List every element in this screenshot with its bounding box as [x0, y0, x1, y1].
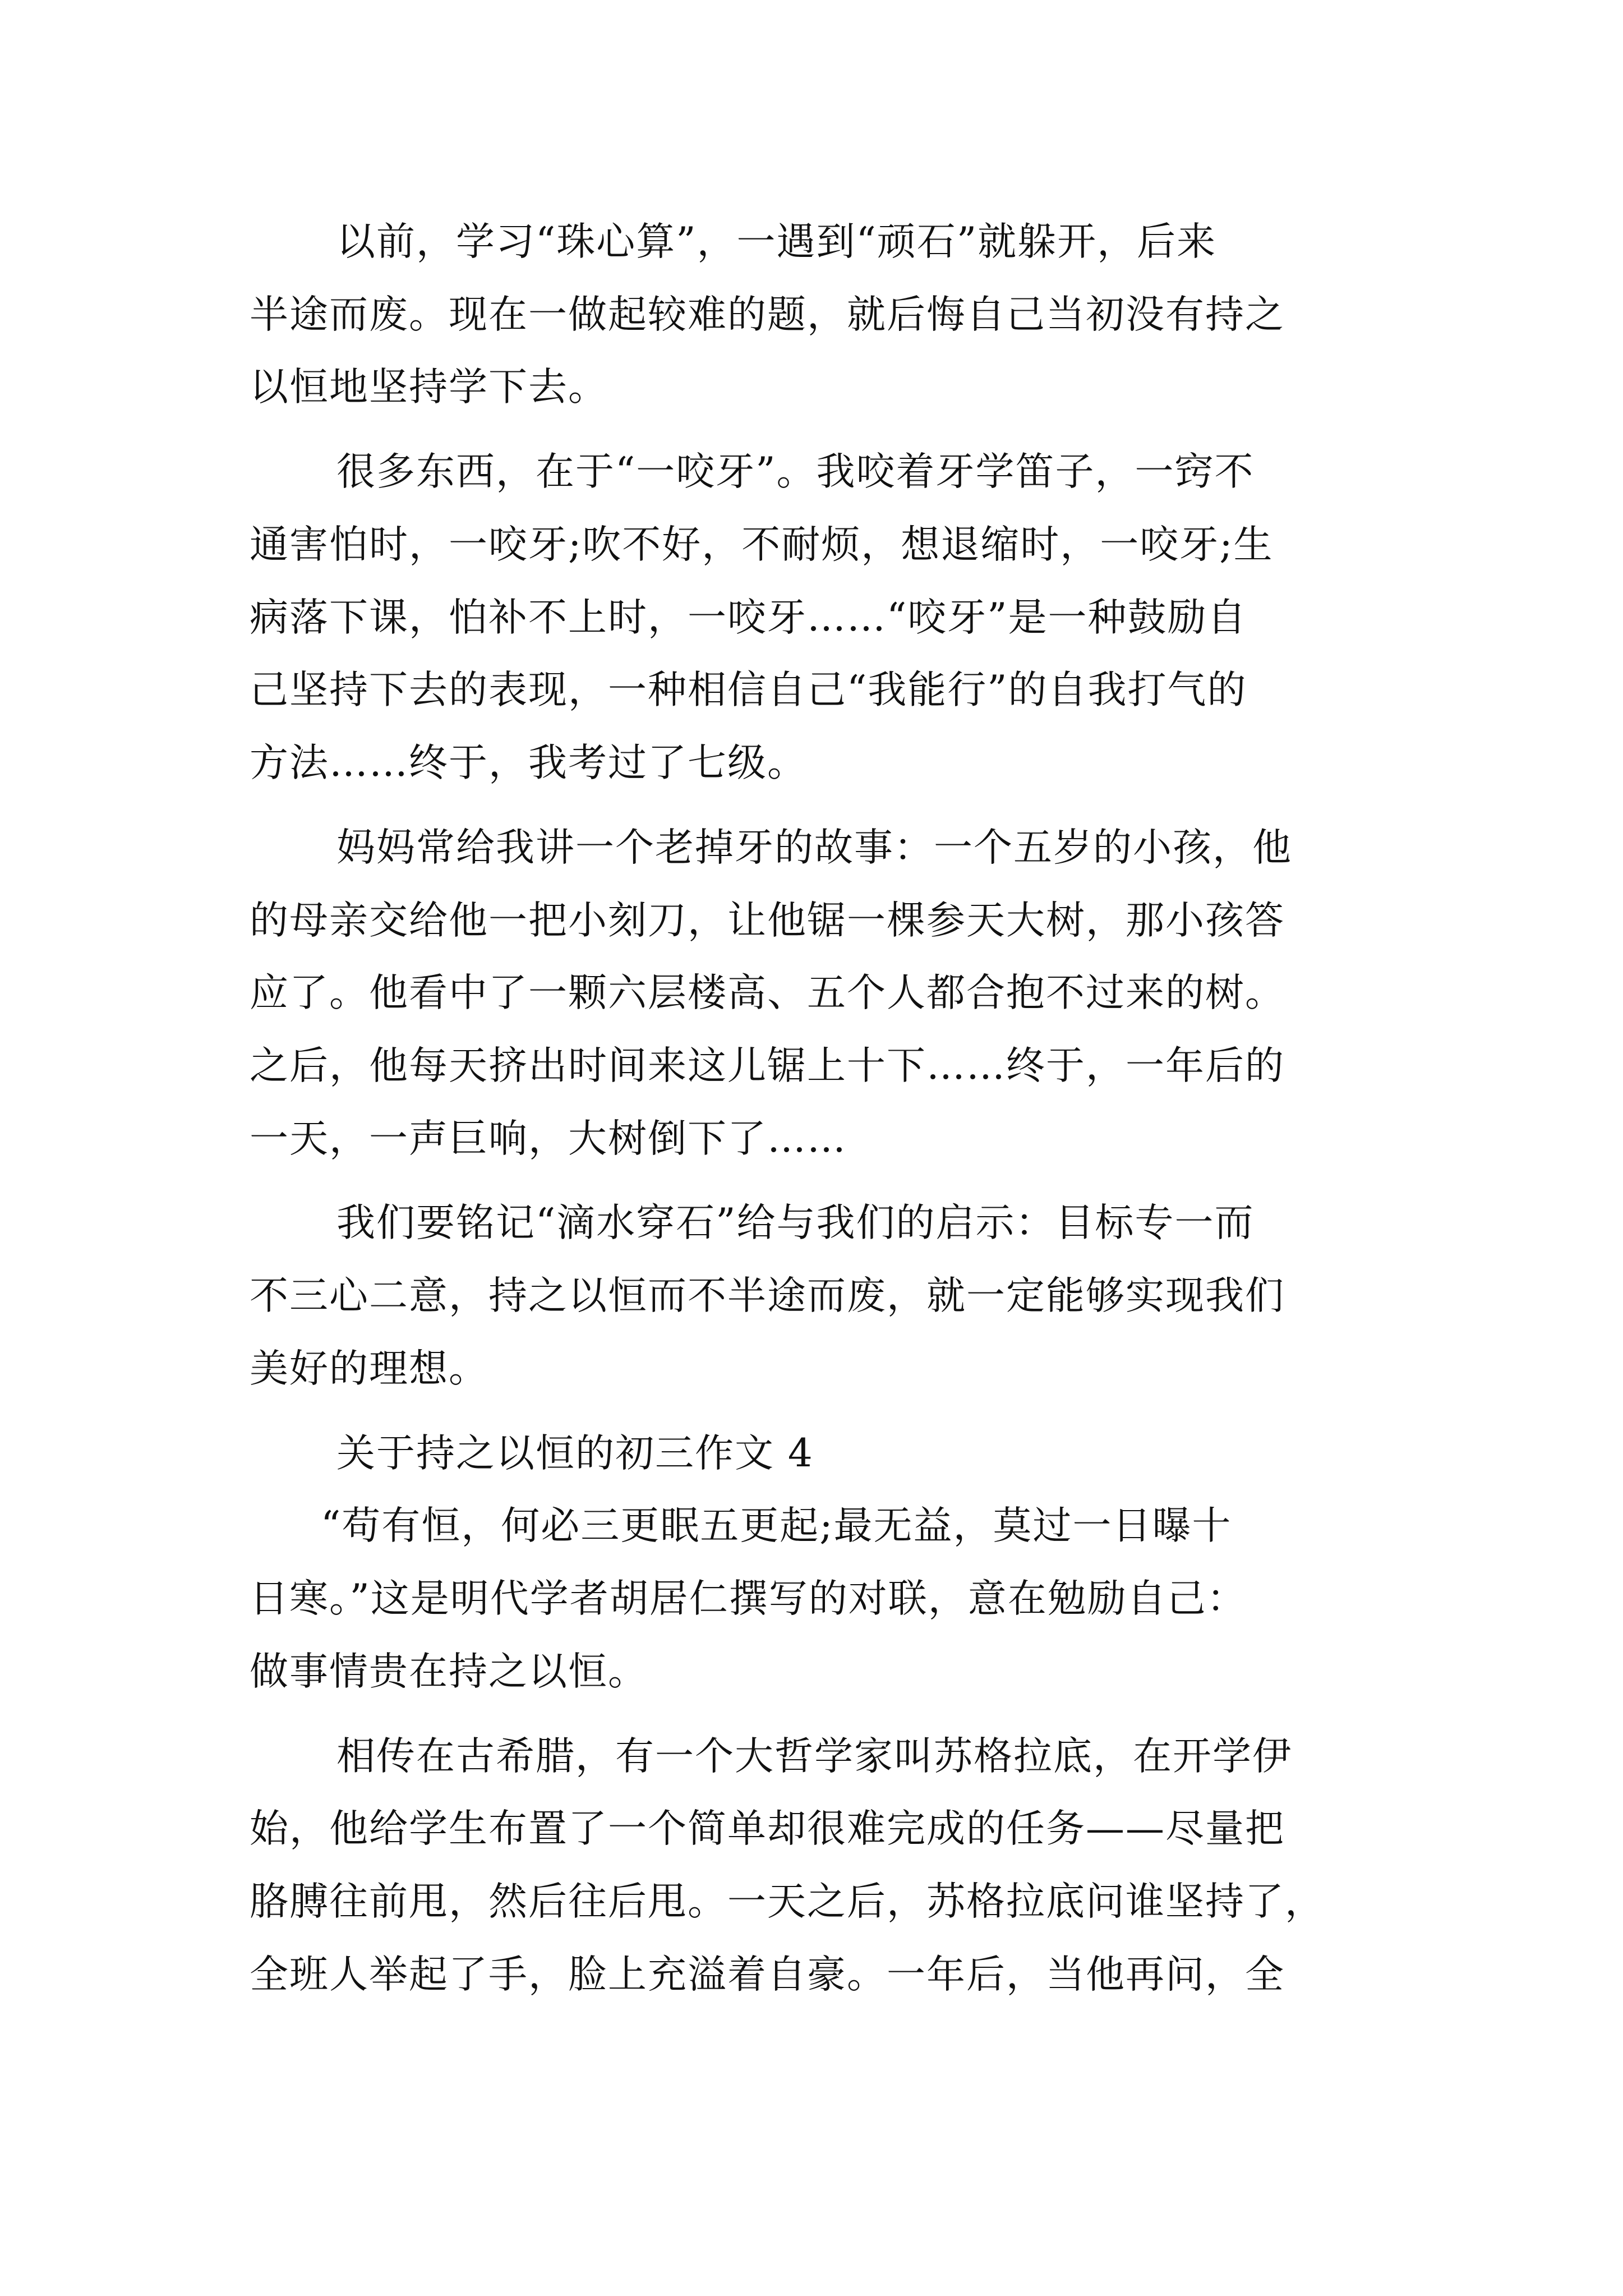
- paragraph-4-line-1: 我们要铭记“滴水穿石”给与我们的启示：目标专一而: [336, 1200, 1255, 1245]
- paragraph-5-line-2: 日寒。”这是明代学者胡居仁撰写的对联，意在勉励自己：: [250, 1576, 1247, 1621]
- paragraph-1-line-1: 以前，学习“珠心算”，一遇到“顽石”就躲开，后来: [336, 219, 1217, 264]
- paragraph-6-line-1: 相传在古希腊，有一个大哲学家叫苏格拉底，在开学伊: [336, 1734, 1292, 1779]
- paragraph-3-line-5: 一天，一声巨响，大树倒下了……: [250, 1116, 847, 1161]
- paragraph-6-line-2: 始，他给学生布置了一个简单却很难完成的任务——尽量把: [250, 1806, 1285, 1851]
- paragraph-2-line-2: 通害怕时，一咬牙;吹不好，不耐烦，想退缩时，一咬牙;生: [250, 522, 1274, 567]
- paragraph-4-line-2: 不三心二意，持之以恒而不半途而废，就一定能够实现我们: [250, 1273, 1285, 1318]
- paragraph-2-line-1: 很多东西，在于“一咬牙”。我咬着牙学笛子，一窍不: [336, 449, 1255, 494]
- paragraph-6-line-3: 胳膊往前甩，然后往后甩。一天之后，苏格拉底问谁坚持了，: [250, 1879, 1325, 1924]
- paragraph-3-line-3: 应了。他看中了一颗六层楼高、五个人都合抱不过来的树。: [250, 970, 1285, 1015]
- paragraph-3-line-4: 之后，他每天挤出时间来这儿锯上十下……终于，一年后的: [250, 1043, 1285, 1088]
- paragraph-1-line-3: 以恒地坚持学下去。: [250, 365, 608, 409]
- paragraph-5-line-1: “苟有恒，何必三更眠五更起;最无益，莫过一日曝十: [321, 1503, 1232, 1548]
- paragraph-6-line-4: 全班人举起了手，脸上充溢着自豪。一年后，当他再问，全: [250, 1952, 1285, 1997]
- paragraph-3-line-1: 妈妈常给我讲一个老掉牙的故事：一个五岁的小孩，他: [336, 825, 1292, 870]
- paragraph-2-line-5: 方法……终于，我考过了七级。: [250, 740, 807, 785]
- paragraph-2-line-3: 病落下课，怕补不上时，一咬牙……“咬牙”是一种鼓励自: [250, 595, 1247, 640]
- paragraph-1-line-2: 半途而废。现在一做起较难的题，就后悔自己当初没有持之: [250, 292, 1285, 337]
- paragraph-3-line-2: 的母亲交给他一把小刻刀，让他锯一棵参天大树，那小孩答: [250, 898, 1285, 943]
- paragraph-2-line-4: 己坚持下去的表现，一种相信自己“我能行”的自我打气的: [250, 668, 1247, 712]
- section-heading: 关于持之以恒的初三作文 4: [336, 1431, 814, 1476]
- paragraph-5-line-3: 做事情贵在持之以恒。: [250, 1649, 648, 1694]
- paragraph-4-line-3: 美好的理想。: [250, 1346, 488, 1391]
